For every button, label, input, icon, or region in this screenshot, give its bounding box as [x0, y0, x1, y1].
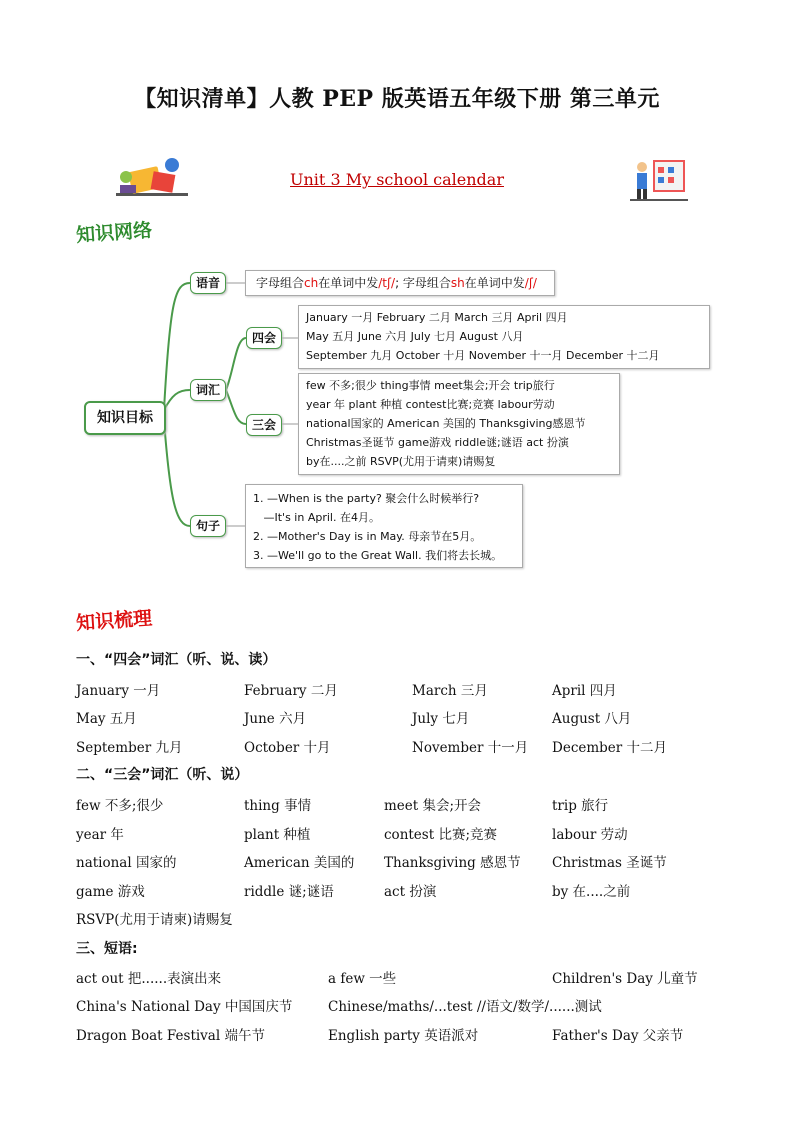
heading-four-skill-vocab: 一、“四会”词汇（听、说、读） [76, 652, 277, 668]
pron-text-b: 在单词中发 [318, 276, 379, 290]
word-item: contest 比赛;竞赛 [384, 827, 497, 843]
word-item: riddle 谜;谜语 [244, 884, 334, 900]
sentences-label: 句子 [195, 519, 220, 533]
word-item: meet 集会;开会 [384, 798, 482, 814]
word-item: Thanksgiving 感恩节 [384, 855, 521, 871]
pron-text-d: 在单词中发 [464, 276, 525, 290]
word-item: national 国家的 [76, 855, 177, 871]
word-item: Christmas 圣诞节 [552, 855, 667, 871]
sentence-line-1: 1. —When is the party? 聚会什么时候举行? [253, 492, 480, 505]
mindmap-node-vocab [190, 379, 226, 401]
word-item: RSVP(尤用于请柬)请赐复 [76, 912, 233, 928]
phrase-item: Father's Day 父亲节 [552, 1028, 684, 1044]
four-skill-box [298, 305, 710, 369]
word-item: August 八月 [552, 711, 632, 727]
word-item: plant 种植 [244, 827, 311, 843]
mindmap-root-node [84, 401, 166, 435]
word-item: June 六月 [244, 711, 307, 727]
four-line-1: January 一月 February 二月 March 三月 April 四月 [306, 311, 568, 324]
three-skill-box [298, 373, 620, 475]
pron-ipa-ch: /tʃ/ [378, 276, 396, 290]
phrase-item: China's National Day 中国国庆节 [76, 999, 293, 1015]
word-item: trip 旅行 [552, 798, 609, 814]
three-skill-label: 三会 [251, 418, 276, 432]
pron-text-a: 字母组合 [256, 276, 305, 290]
phrase-item: Dragon Boat Festival 端午节 [76, 1028, 265, 1044]
pron-ipa-sh: /ʃ/ [524, 276, 537, 290]
word-item: December 十二月 [552, 740, 668, 756]
word-item: February 二月 [244, 683, 338, 699]
three-line-3: national国家的 American 美国的 Thanksgiving感恩节 [306, 417, 586, 430]
word-item: March 三月 [412, 683, 488, 699]
unit-title: Unit 3 My school calendar [290, 170, 504, 189]
pron-ch: ch [304, 276, 319, 290]
three-line-5: by在....之前 RSVP(尤用于请柬)请赐复 [306, 455, 496, 468]
sentences-box [245, 484, 523, 568]
pron-text-c: ; 字母组合 [395, 276, 451, 290]
word-item: American 美国的 [244, 855, 355, 871]
word-item: thing 事情 [244, 798, 312, 814]
three-line-2: year 年 plant 种植 contest比赛;竞赛 labour劳动 [306, 398, 555, 411]
word-item: year 年 [76, 827, 124, 843]
word-item: April 四月 [552, 683, 617, 699]
page-title: 【知识清单】人教 PEP 版英语五年级下册 第三单元 [134, 86, 660, 112]
word-item: September 九月 [76, 740, 183, 756]
section-title-knowledge-network: 知识网络 [75, 219, 153, 247]
heading-three-skill-vocab: 二、“三会”词汇（听、说） [76, 767, 249, 783]
four-skill-label: 四会 [251, 331, 276, 345]
mindmap-node-three-skill [246, 414, 282, 436]
word-item: October 十月 [244, 740, 331, 756]
word-item: January 一月 [76, 683, 161, 699]
word-item: November 十一月 [412, 740, 529, 756]
vocab-label: 词汇 [195, 383, 220, 397]
heading-phrases: 三、短语: [76, 941, 138, 957]
word-item: labour 劳动 [552, 827, 628, 843]
three-line-1: few 不多;很少 thing事情 meet集会;开会 trip旅行 [306, 379, 555, 392]
three-line-4: Christmas圣诞节 game游戏 riddle谜;谜语 act 扮演 [306, 436, 569, 449]
sentence-line-4: 3. —We'll go to the Great Wall. 我们将去长城。 [253, 549, 503, 562]
phrase-item: Children's Day 儿童节 [552, 971, 698, 987]
word-item: by 在....之前 [552, 884, 631, 900]
pronunciation-label: 语音 [195, 276, 220, 290]
word-item: act 扮演 [384, 884, 437, 900]
sentence-line-3: 2. —Mother's Day is in May. 母亲节在5月。 [253, 530, 482, 543]
section-title-knowledge-review: 知识梳理 [75, 607, 153, 635]
word-item: few 不多;很少 [76, 798, 164, 814]
mindmap-node-sentences [190, 515, 226, 537]
phrase-item: a few 一些 [328, 971, 397, 987]
four-line-2: May 五月 June 六月 July 七月 August 八月 [306, 330, 524, 343]
word-item: May 五月 [76, 711, 137, 727]
word-item: game 游戏 [76, 884, 145, 900]
sentence-line-2: —It's in April. 在4月。 [253, 511, 380, 524]
phrase-item: act out 把......表演出来 [76, 971, 222, 987]
mindmap-node-four-skill [246, 327, 282, 349]
phrase-item: Chinese/maths/...test //语文/数学/......测试 [328, 999, 602, 1015]
mindmap-node-pronunciation [190, 272, 226, 294]
pron-sh: sh [450, 276, 465, 290]
pronunciation-box [245, 270, 555, 296]
word-item: July 七月 [412, 711, 470, 727]
four-line-3: September 九月 October 十月 November 十一月 December 十二月 [306, 349, 660, 362]
phrase-item: English party 英语派对 [328, 1028, 479, 1044]
root-label: 知识目标 [97, 410, 153, 426]
